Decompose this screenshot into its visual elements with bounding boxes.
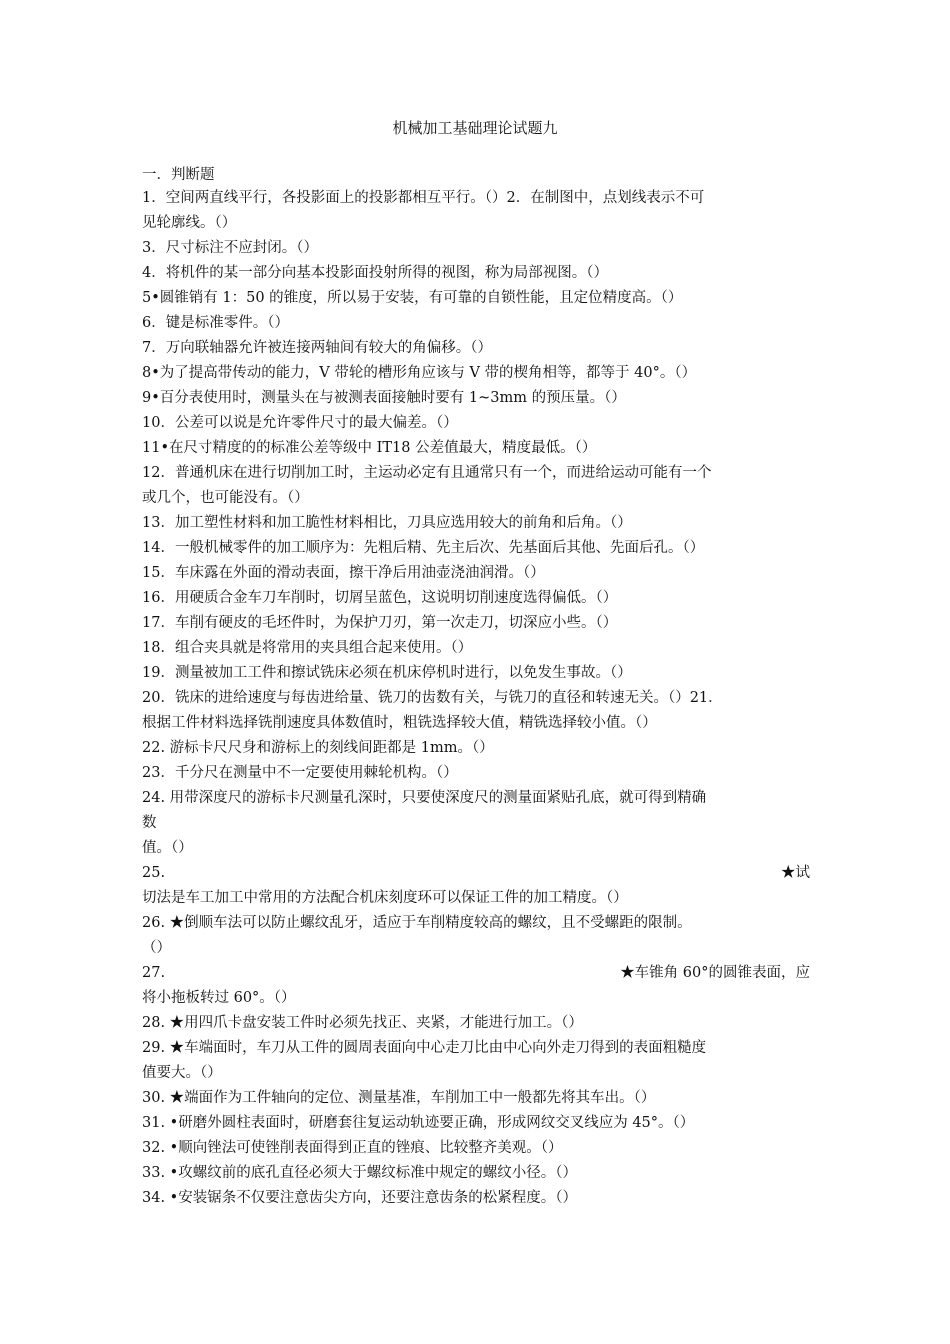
question-line: 30. ★端面作为工件轴向的定位、测量基准，车削加工中一般都先将其车出。（） <box>142 1090 656 1106</box>
question-line: 34. •安装锯条不仅要注意齿尖方向，还要注意齿条的松紧程度。（） <box>142 1190 577 1206</box>
question-line: 24. 用带深度尺的游标卡尺测量孔深时，只要使深度尺的测量面紧贴孔底，就可得到精确 <box>142 790 707 806</box>
question-line: 将小拖板转过 60°。（） <box>142 990 296 1006</box>
question-27-number: 27. <box>142 965 166 981</box>
question-line: 15．车床露在外面的滑动表面，擦干净后用油壶浇油润滑。（） <box>142 565 545 581</box>
question-line: 18．组合夹具就是将常用的夹具组合起来使用。（） <box>142 640 473 656</box>
question-line: 10．公差可以说是允许零件尺寸的最大偏差。（） <box>142 415 458 431</box>
question-line: 23．千分尺在测量中不一定要使用棘轮机构。（） <box>142 765 458 781</box>
question-line-25 <box>142 861 810 886</box>
question-line: 1．空间两直线平行，各投影面上的投影都相互平行。（）2．在制图中，点划线表示不可 <box>142 190 705 206</box>
question-line: 4．将机件的某一部分向基本投影面投射所得的视图，称为局部视图。（） <box>142 265 608 281</box>
question-line: 20．铣床的进给速度与每齿进给量、铣刀的齿数有关，与铣刀的直径和转速无关。（）21． <box>142 690 723 706</box>
question-line: （） <box>142 940 171 956</box>
question-25-start: ★试 <box>781 865 810 881</box>
question-line: 8•为了提高带传动的能力，V 带轮的槽形角应该与 V 带的楔角相等，都等于 40°。（） <box>142 365 697 381</box>
question-line: 切法是车工加工中常用的方法配合机床刻度环可以保证工件的加工精度。（） <box>142 890 628 906</box>
question-line: 26. ★倒顺车法可以防止螺纹乱牙，适应于车削精度较高的螺纹，且不受螺距的限制。 <box>142 915 692 931</box>
question-line: 或几个，也可能没有。（） <box>142 490 309 506</box>
question-list <box>142 186 810 1211</box>
question-line: 32. •顺向锉法可使锉削表面得到正直的锉痕、比较整齐美观。（） <box>142 1140 563 1156</box>
question-line: 22. 游标卡尺尺身和游标上的刻线间距都是 1mm。（） <box>142 740 494 756</box>
question-line-27 <box>142 961 810 986</box>
question-line: 31. •研磨外圆柱表面时，研磨套往复运动轨迹要正确，形成网纹交叉线应为 45°。（） <box>142 1115 695 1131</box>
document-title: 机械加工基础理论试题九 <box>392 119 558 137</box>
question-line: 33. •攻螺纹前的底孔直径必须大于螺纹标准中规定的螺纹小径。（） <box>142 1165 577 1181</box>
question-line: 11•在尺寸精度的的标准公差等级中 IT18 公差值最大，精度最低。（） <box>142 440 597 456</box>
question-line: 13．加工塑性材料和加工脆性材料相比，刀具应选用较大的前角和后角。（） <box>142 515 632 531</box>
question-line: 根据工件材料选择铣削速度具体数值时，粗铣选择较大值，精铣选择较小值。（） <box>142 715 657 731</box>
question-line: 值。（） <box>142 840 193 856</box>
question-line: 7．万向联轴器允许被连接两轴间有较大的角偏移。（） <box>142 340 492 356</box>
question-line: 14．一般机械零件的加工顺序为：先粗后精、先主后次、先基面后其他、先面后孔。（） <box>142 540 705 556</box>
question-line: 6．键是标准零件。（） <box>142 315 289 331</box>
question-line: 9•百分表使用时，测量头在与被测表面接触时要有 1~3mm 的预压量。（） <box>142 390 626 406</box>
question-line: 5•圆锥销有 1：50 的锥度，所以易于安装，有可靠的自锁性能，且定位精度高。（） <box>142 290 683 306</box>
question-line: 3．尺寸标注不应封闭。（） <box>142 240 318 256</box>
question-line: 28. ★用四爪卡盘安装工件时必须先找正、夹紧，才能进行加工。（） <box>142 1015 583 1031</box>
question-line: 19．测量被加工工件和擦试铣床必须在机床停机时进行，以免发生事故。（） <box>142 665 632 681</box>
question-line: 16．用硬质合金车刀车削时，切屑呈蓝色，这说明切削速度选得偏低。（） <box>142 590 618 606</box>
question-25-number: 25. <box>142 865 166 881</box>
question-line: 数 <box>142 815 157 831</box>
question-line: 29. ★车端面时，车刀从工件的圆周表面向中心走刀比由中心向外走刀得到的表面粗糙度 <box>142 1040 707 1056</box>
section-heading: 一．判断题 <box>142 167 215 183</box>
question-line: 12．普通机床在进行切削加工时，主运动必定有且通常只有一个，而进给运动可能有一个 <box>142 465 712 481</box>
question-27-start: ★车锥角 60°的圆锥表面，应 <box>620 965 810 981</box>
question-line: 见轮廓线。（） <box>142 215 237 231</box>
question-line: 17．车削有硬皮的毛坯件时，为保护刀刃，第一次走刀，切深应小些。（） <box>142 615 618 631</box>
question-line: 值要大。（） <box>142 1065 222 1081</box>
